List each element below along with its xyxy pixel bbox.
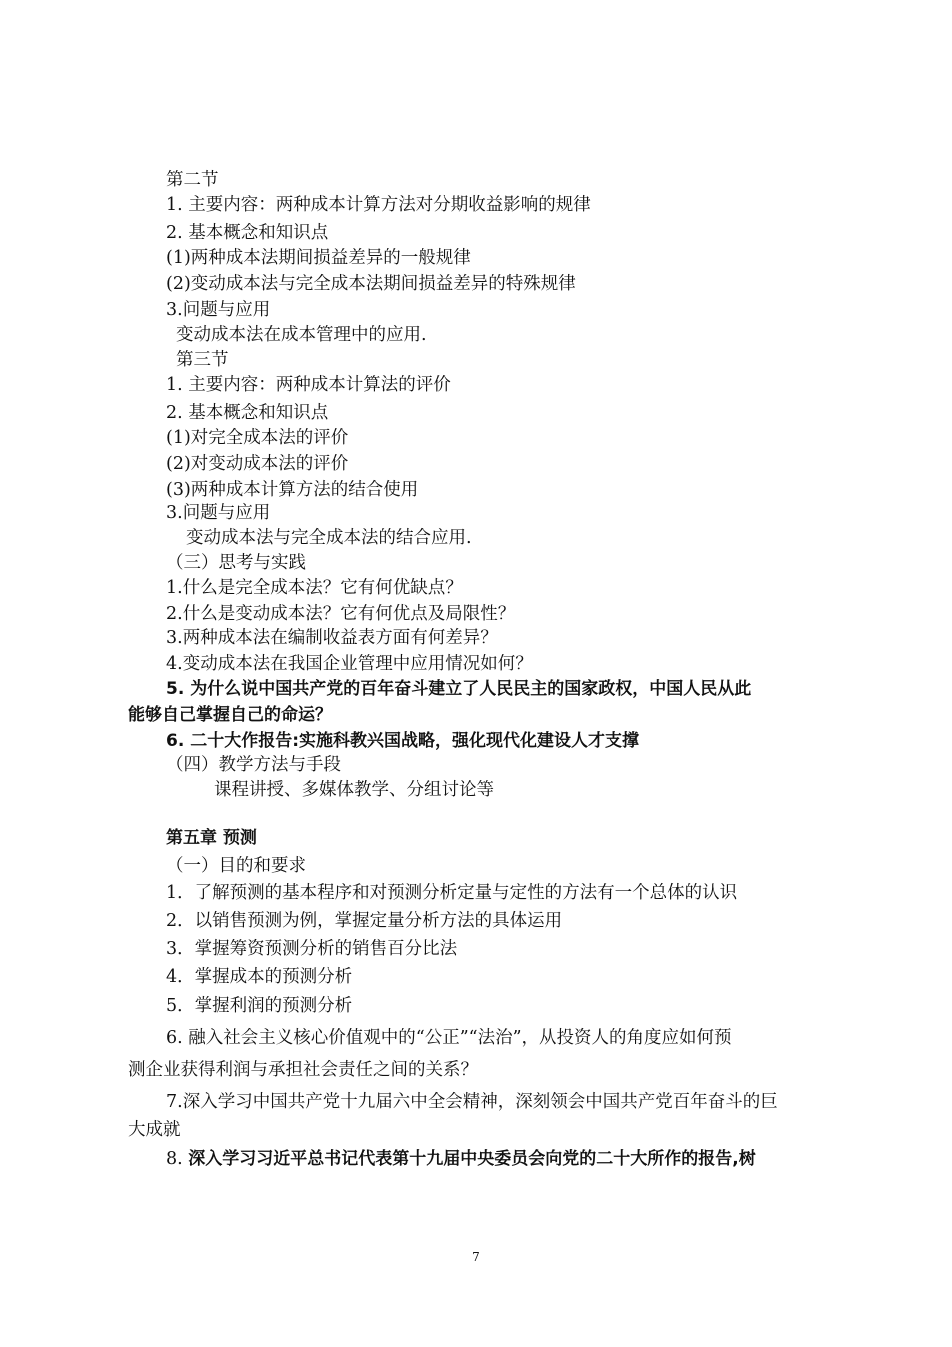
text-line: (3)两种成本计算方法的结合使用 xyxy=(166,480,419,500)
text-line: 大成就 xyxy=(128,1120,181,1140)
text-line: （一）目的和要求 xyxy=(166,856,306,876)
text-line: 2．以销售预测为例，掌握定量分析方法的具体运用 xyxy=(166,911,563,931)
text-line: 变动成本法在成本管理中的应用. xyxy=(176,325,427,345)
text-line: 7.深入学习中国共产党十九届六中全会精神，深刻领会中国共产党百年奋斗的巨 xyxy=(166,1092,778,1112)
text-line xyxy=(166,1147,756,1171)
text-line: 变动成本法与完全成本法的结合应用. xyxy=(186,528,472,548)
bold-report-text: 深入学习习近平总书记代表第十九届中央委员会向党的二十大所作的报告,树 xyxy=(188,1149,756,1169)
text-line: (1)两种成本法期间损益差异的一般规律 xyxy=(166,248,471,268)
text-line: 6. 融入社会主义核心价值观中的“公正”“法治”，从投资人的角度应如何预 xyxy=(166,1028,732,1048)
page-number: 7 xyxy=(472,1250,480,1264)
text-line: 测企业获得利润与承担社会责任之间的关系？ xyxy=(128,1060,478,1080)
section-heading: 第三节 xyxy=(176,350,229,370)
text-line: 1. 主要内容：两种成本计算法的评价 xyxy=(166,375,451,395)
text-line: 1. 主要内容：两种成本计算方法对分期收益影响的规律 xyxy=(166,195,591,215)
bold-report-line: 6. 二十大作报告:实施科教兴国战略，强化现代化建设人才支撑 xyxy=(166,731,640,751)
text-line: 4．掌握成本的预测分析 xyxy=(166,967,353,987)
text-line: 2. 基本概念和知识点 xyxy=(166,403,329,423)
text-line: 课程讲授、多媒体教学、分组讨论等 xyxy=(214,780,494,800)
text-line: 4.变动成本法在我国企业管理中应用情况如何？ xyxy=(166,654,533,674)
chapter-heading: 第五章 预测 xyxy=(166,828,257,848)
text-line: 2.什么是变动成本法？它有何优点及局限性？ xyxy=(166,604,516,624)
bold-question-cont: 能够自己掌握自己的命运？ xyxy=(128,705,332,725)
text-line: 1.什么是完全成本法？它有何优缺点？ xyxy=(166,578,463,598)
text-line: 3．掌握筹资预测分析的销售百分比法 xyxy=(166,939,458,959)
text-line: 3.两种成本法在编制收益表方面有何差异？ xyxy=(166,628,498,648)
text-line: 1．了解预测的基本程序和对预测分析定量与定性的方法有一个总体的认识 xyxy=(166,883,738,903)
text-line: 2. 基本概念和知识点 xyxy=(166,223,329,243)
text-line: 3.问题与应用 xyxy=(166,503,271,523)
text-line: 3.问题与应用 xyxy=(166,300,271,320)
text-line: (1)对完全成本法的评价 xyxy=(166,428,349,448)
section-heading: 第二节 xyxy=(166,170,219,190)
text-line: 5．掌握利润的预测分析 xyxy=(166,996,353,1016)
bold-question: 5. 为什么说中国共产党的百年奋斗建立了人民民主的国家政权，中国人民从此 xyxy=(166,679,752,699)
text-line: (2)对变动成本法的评价 xyxy=(166,454,349,474)
text-line: （三）思考与实践 xyxy=(166,553,306,573)
item-number: 8. xyxy=(166,1149,189,1169)
text-line: (2)变动成本法与完全成本法期间损益差异的特殊规律 xyxy=(166,274,576,294)
text-line: （四）教学方法与手段 xyxy=(166,755,341,775)
